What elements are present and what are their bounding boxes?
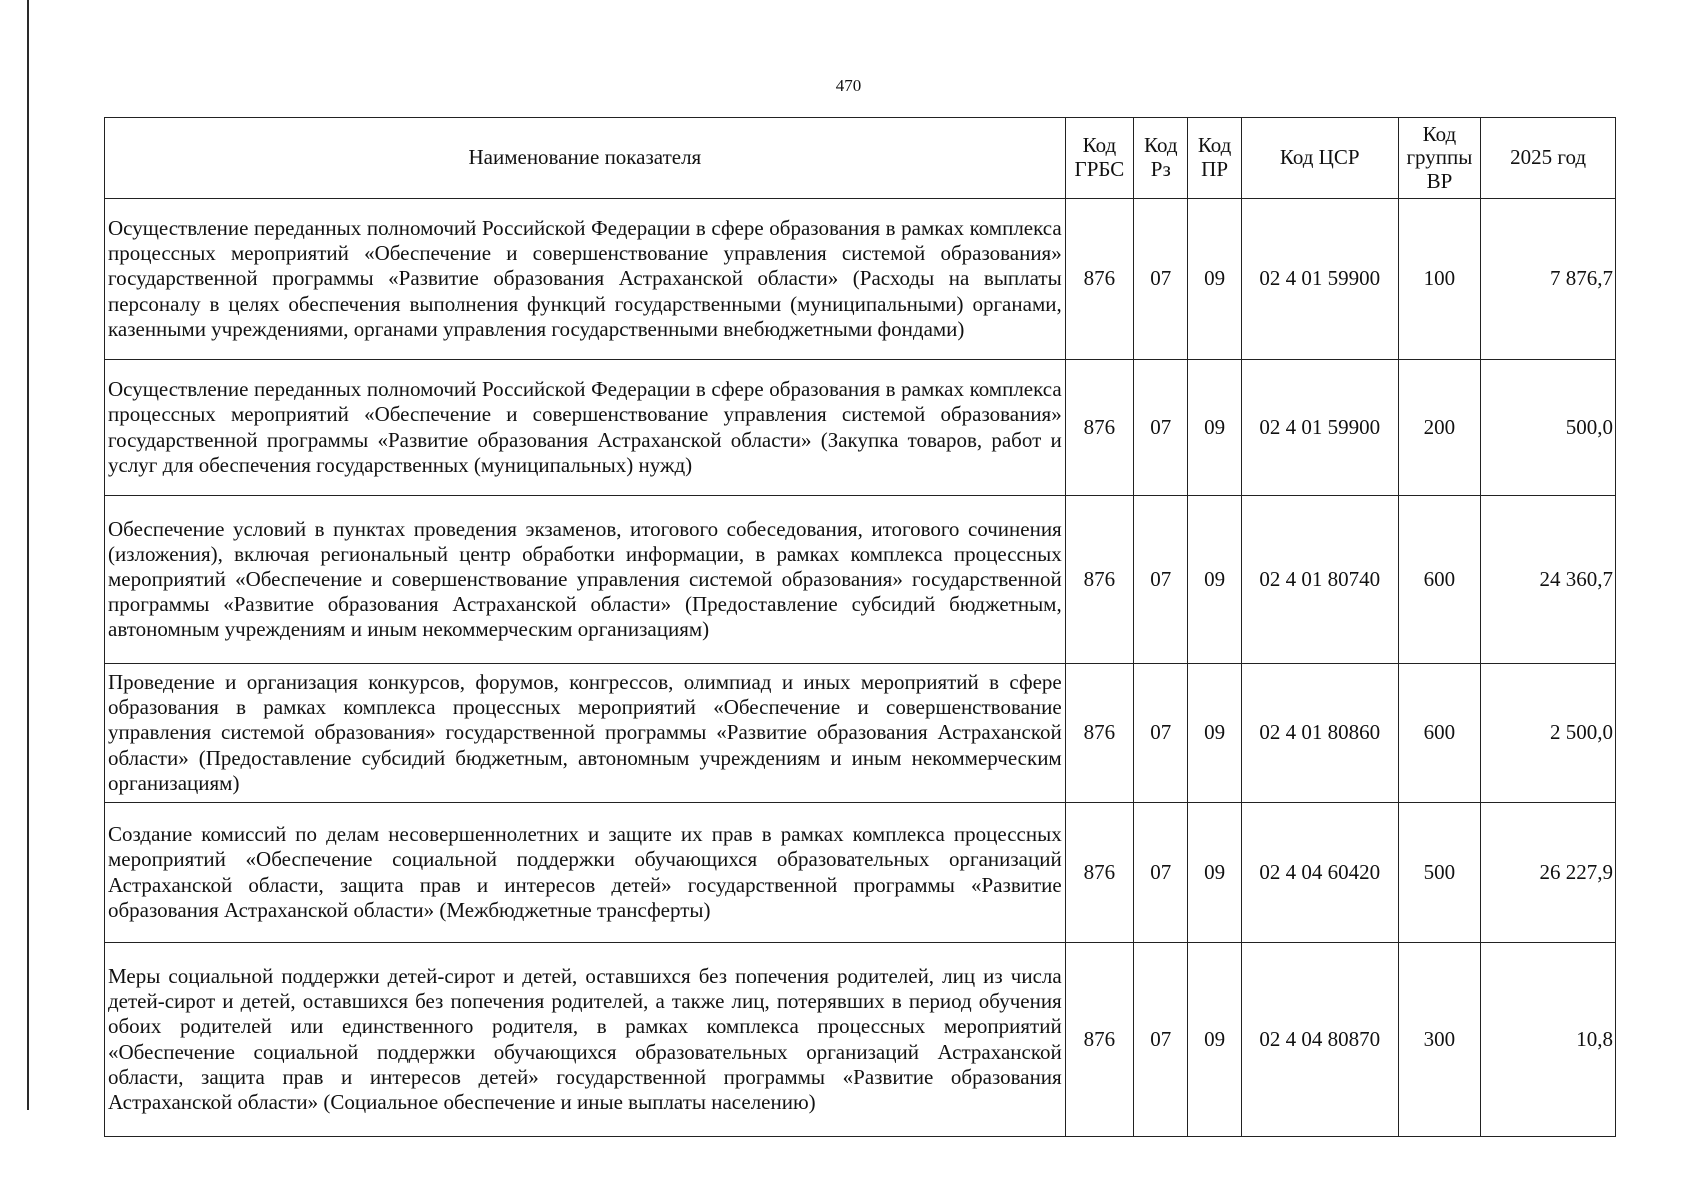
table-row [105,664,1616,803]
row-csr: 02 4 04 80870 [1241,943,1398,1137]
row-vr: 600 [1398,496,1480,664]
row-amount: 10,8 [1481,943,1616,1137]
row-name: Проведение и организация конкурсов, форумов, конгрессов, олимпиад и иных мероприятий в сфере образования в рамках комплекса процессных мероприятий «Обеспечение и совершенствование управления системой образования» государственной программы «Развитие образования Астраханской области» (Предоставление субсидий бюджетным, автономным учреждениям и иным некоммерческим организациям) [105,664,1066,803]
row-name: Осуществление переданных полномочий Российской Федерации в сфере образования в рамках комплекса процессных мероприятий «Обеспечение и совершенствование управления системой образования» государственной программы «Развитие образования Астраханской области» (Закупка товаров, работ и услуг для обеспечения государственных (муниципальных) нужд) [105,360,1066,496]
row-grbs: 876 [1065,803,1133,943]
row-rz: 07 [1134,496,1188,664]
row-pr: 09 [1188,943,1241,1137]
row-name: Меры социальной поддержки детей-сирот и детей, оставшихся без попечения родителей, лиц из числа детей-сирот и детей, оставшихся без попечения родителей, а также лиц, потерявших в период обучения обоих родителей или единственного родителя, в рамках комплекса процессных мероприятий «Обеспечение социальной поддержки обучающихся образовательных организаций Астраханской области, защита прав и интересов детей» государственной программы «Развитие образования Астраханской области» (Социальное обеспечение и иные выплаты населению) [105,943,1066,1137]
row-amount: 24 360,7 [1481,496,1616,664]
row-pr: 09 [1188,664,1241,803]
row-name: Осуществление переданных полномочий Российской Федерации в сфере образования в рамках комплекса процессных мероприятий «Обеспечение и совершенствование управления системой образования» государственной программы «Развитие образования Астраханской области» (Расходы на выплаты персоналу в целях обеспечения выполнения функций государственными (муниципальными) органами, казенными учреждениями, органами управления государственными внебюджетными фондами) [105,199,1066,360]
row-rz: 07 [1134,199,1188,360]
header-csr: Код ЦСР [1241,118,1398,199]
table-header [105,118,1616,199]
row-amount: 7 876,7 [1481,199,1616,360]
row-csr: 02 4 01 59900 [1241,199,1398,360]
row-csr: 02 4 04 60420 [1241,803,1398,943]
row-rz: 07 [1134,803,1188,943]
row-amount: 26 227,9 [1481,803,1616,943]
row-vr: 200 [1398,360,1480,496]
row-grbs: 876 [1065,664,1133,803]
header-grbs: Код ГРБС [1065,118,1133,199]
header-name: Наименование показателя [105,118,1066,199]
row-rz: 07 [1134,943,1188,1137]
row-csr: 02 4 01 80740 [1241,496,1398,664]
table-row [105,496,1616,664]
row-vr: 300 [1398,943,1480,1137]
header-vr: Код группы ВР [1398,118,1480,199]
row-vr: 500 [1398,803,1480,943]
table-row [105,199,1616,360]
table-row [105,803,1616,943]
row-rz: 07 [1134,360,1188,496]
scan-margin-line [27,0,29,1110]
row-pr: 09 [1188,496,1241,664]
row-amount: 2 500,0 [1481,664,1616,803]
row-pr: 09 [1188,199,1241,360]
header-pr: Код ПР [1188,118,1241,199]
row-csr: 02 4 01 80860 [1241,664,1398,803]
row-name: Обеспечение условий в пунктах проведения экзаменов, итогового собеседования, итогового сочинения (изложения), включая региональный центр обработки информации, в рамках комплекса процессных мероприятий «Обеспечение и совершенствование управления системой образования» государственной программы «Развитие образования Астраханской области» (Предоставление субсидий бюджетным, автономным учреждениям и иным некоммерческим организациям) [105,496,1066,664]
budget-table [104,117,1616,1137]
header-year: 2025 год [1481,118,1616,199]
header-rz: Код Рз [1134,118,1188,199]
table-row [105,943,1616,1137]
table-row [105,360,1616,496]
row-grbs: 876 [1065,943,1133,1137]
row-vr: 600 [1398,664,1480,803]
page-number: 470 [835,76,862,95]
row-grbs: 876 [1065,360,1133,496]
row-rz: 07 [1134,664,1188,803]
table-body [105,199,1616,1137]
row-pr: 09 [1188,803,1241,943]
row-vr: 100 [1398,199,1480,360]
row-pr: 09 [1188,360,1241,496]
row-csr: 02 4 01 59900 [1241,360,1398,496]
row-grbs: 876 [1065,199,1133,360]
row-grbs: 876 [1065,496,1133,664]
header-row [105,118,1616,199]
row-name: Создание комиссий по делам несовершеннолетних и защите их прав в рамках комплекса процессных мероприятий «Обеспечение социальной поддержки обучающихся образовательных организаций Астраханской области, защита прав и интересов детей» государственной программы «Развитие образования Астраханской области» (Межбюджетные трансферты) [105,803,1066,943]
row-amount: 500,0 [1481,360,1616,496]
